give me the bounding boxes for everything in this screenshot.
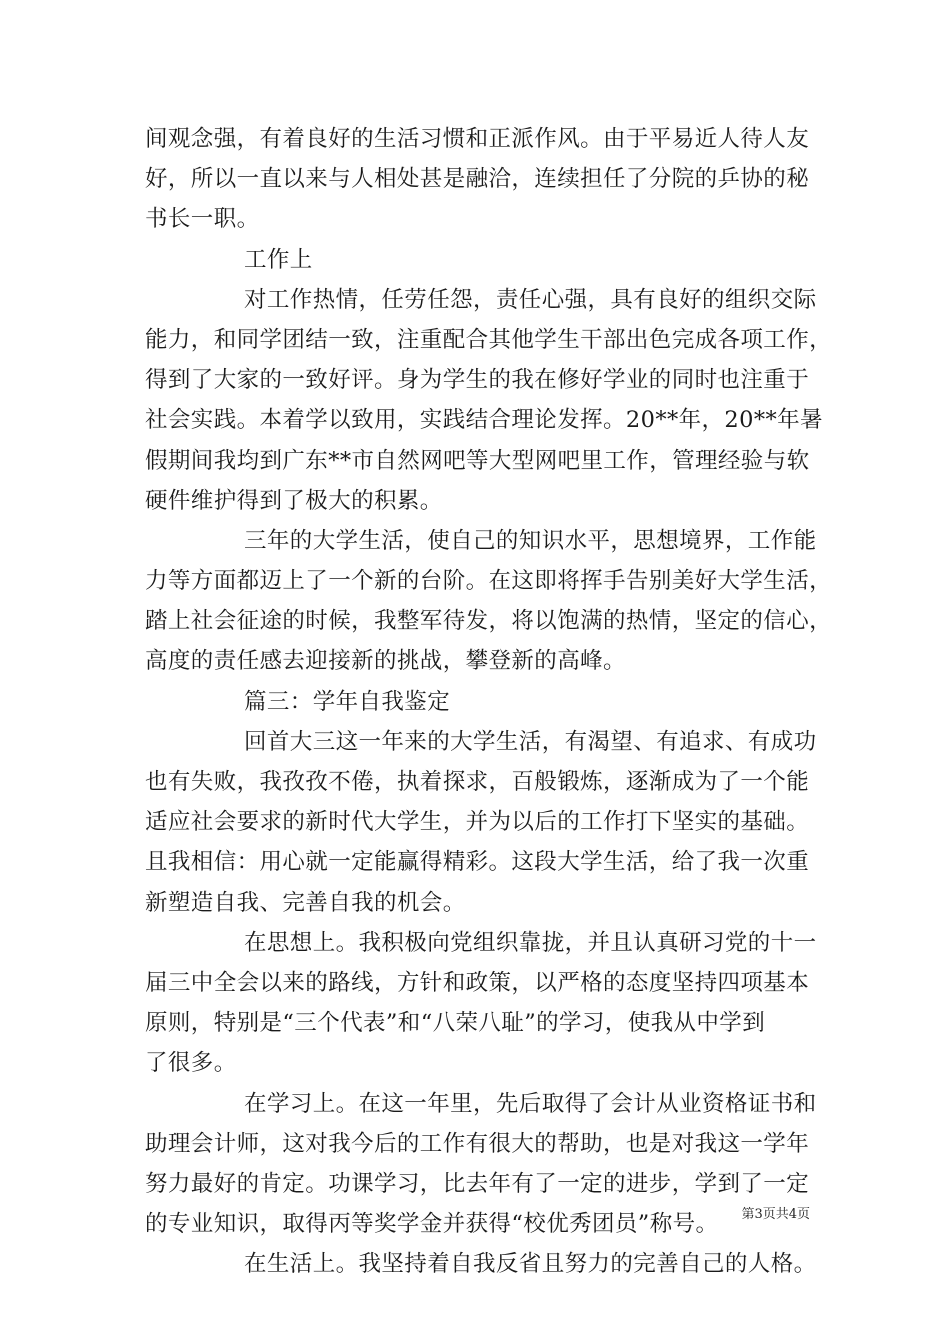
text-line: 届三中全会以来的路线，方针和政策，以严格的态度坚持四项基本: [145, 969, 810, 996]
text-line: 助理会计师，这对我今后的工作有很大的帮助，也是对我这一学年: [145, 1130, 810, 1157]
text-line: 适应社会要求的新时代大学生，并为以后的工作打下坚实的基础。: [145, 809, 810, 836]
text-line: 能力，和同学团结一致，注重配合其他学生干部出色完成各项工作，: [145, 326, 833, 353]
text-line: 力等方面都迈上了一个新的台阶。在这即将挥手告别美好大学生活，: [145, 568, 833, 595]
text-line: 假期间我均到广东**市自然网吧等大型网吧里工作，管理经验与软: [145, 447, 810, 474]
text-line: 原则，特别是“三个代表”和“八荣八耻”的学习，使我从中学到: [145, 1010, 766, 1037]
text-line: 也有失败，我孜孜不倦，执着探求，百般锻炼，逐渐成为了一个能: [145, 769, 810, 795]
text-line: 回首大三这一年来的大学生活，有渴望、有追求、有成功: [244, 728, 817, 755]
text-line: 踏上社会征途的时候，我整军待发，将以饱满的热情，坚定的信心，: [145, 608, 833, 635]
text-line: 社会实践。本着学以致用，实践结合理论发挥。20**年，20**年暑: [145, 407, 823, 434]
text-line: 硬件维护得到了极大的积累。: [145, 487, 443, 514]
text-line: 努力最好的肯定。功课学习，比去年有了一定的进步，学到了一定: [145, 1170, 810, 1197]
text-line: 得到了大家的一致好评。身为学生的我在修好学业的同时也注重于: [145, 367, 810, 394]
text-line: 了很多。: [145, 1050, 237, 1077]
text-line: 且我相信：用心就一定能赢得精彩。这段大学生活，给了我一次重: [145, 849, 810, 876]
text-line: 高度的责任感去迎接新的挑战，攀登新的高峰。: [145, 648, 626, 675]
text-line: 在生活上。我坚持着自我反省且努力的完善自己的人格。: [244, 1251, 817, 1278]
text-line: 好，所以一直以来与人相处甚是融洽，连续担任了分院的乒协的秘: [145, 166, 810, 193]
text-line: 三年的大学生活，使自己的知识水平，思想境界，工作能: [244, 527, 817, 554]
text-line: 间观念强，有着良好的生活习惯和正派作风。由于平易近人待人友: [145, 126, 810, 152]
body-text: [145, 119, 833, 1284]
page-number: 第3页共4页: [741, 1207, 810, 1222]
text-line: 对工作热情，任劳任怨，责任心强，具有良好的组织交际: [244, 286, 817, 313]
text-line: 新塑造自我、完善自我的机会。: [145, 889, 466, 916]
text-line: 在思想上。我积极向党组织靠拢，并且认真研习党的十一: [244, 929, 817, 956]
section-heading: 篇三：学年自我鉴定: [244, 688, 451, 715]
section-heading: 工作上: [244, 246, 313, 273]
text-line: 在学习上。在这一年里，先后取得了会计从业资格证书和: [244, 1090, 817, 1117]
text-line: 的专业知识，取得丙等奖学金并获得“校优秀团员”称号。: [145, 1211, 719, 1238]
text-line: 书长一职。: [145, 206, 260, 233]
